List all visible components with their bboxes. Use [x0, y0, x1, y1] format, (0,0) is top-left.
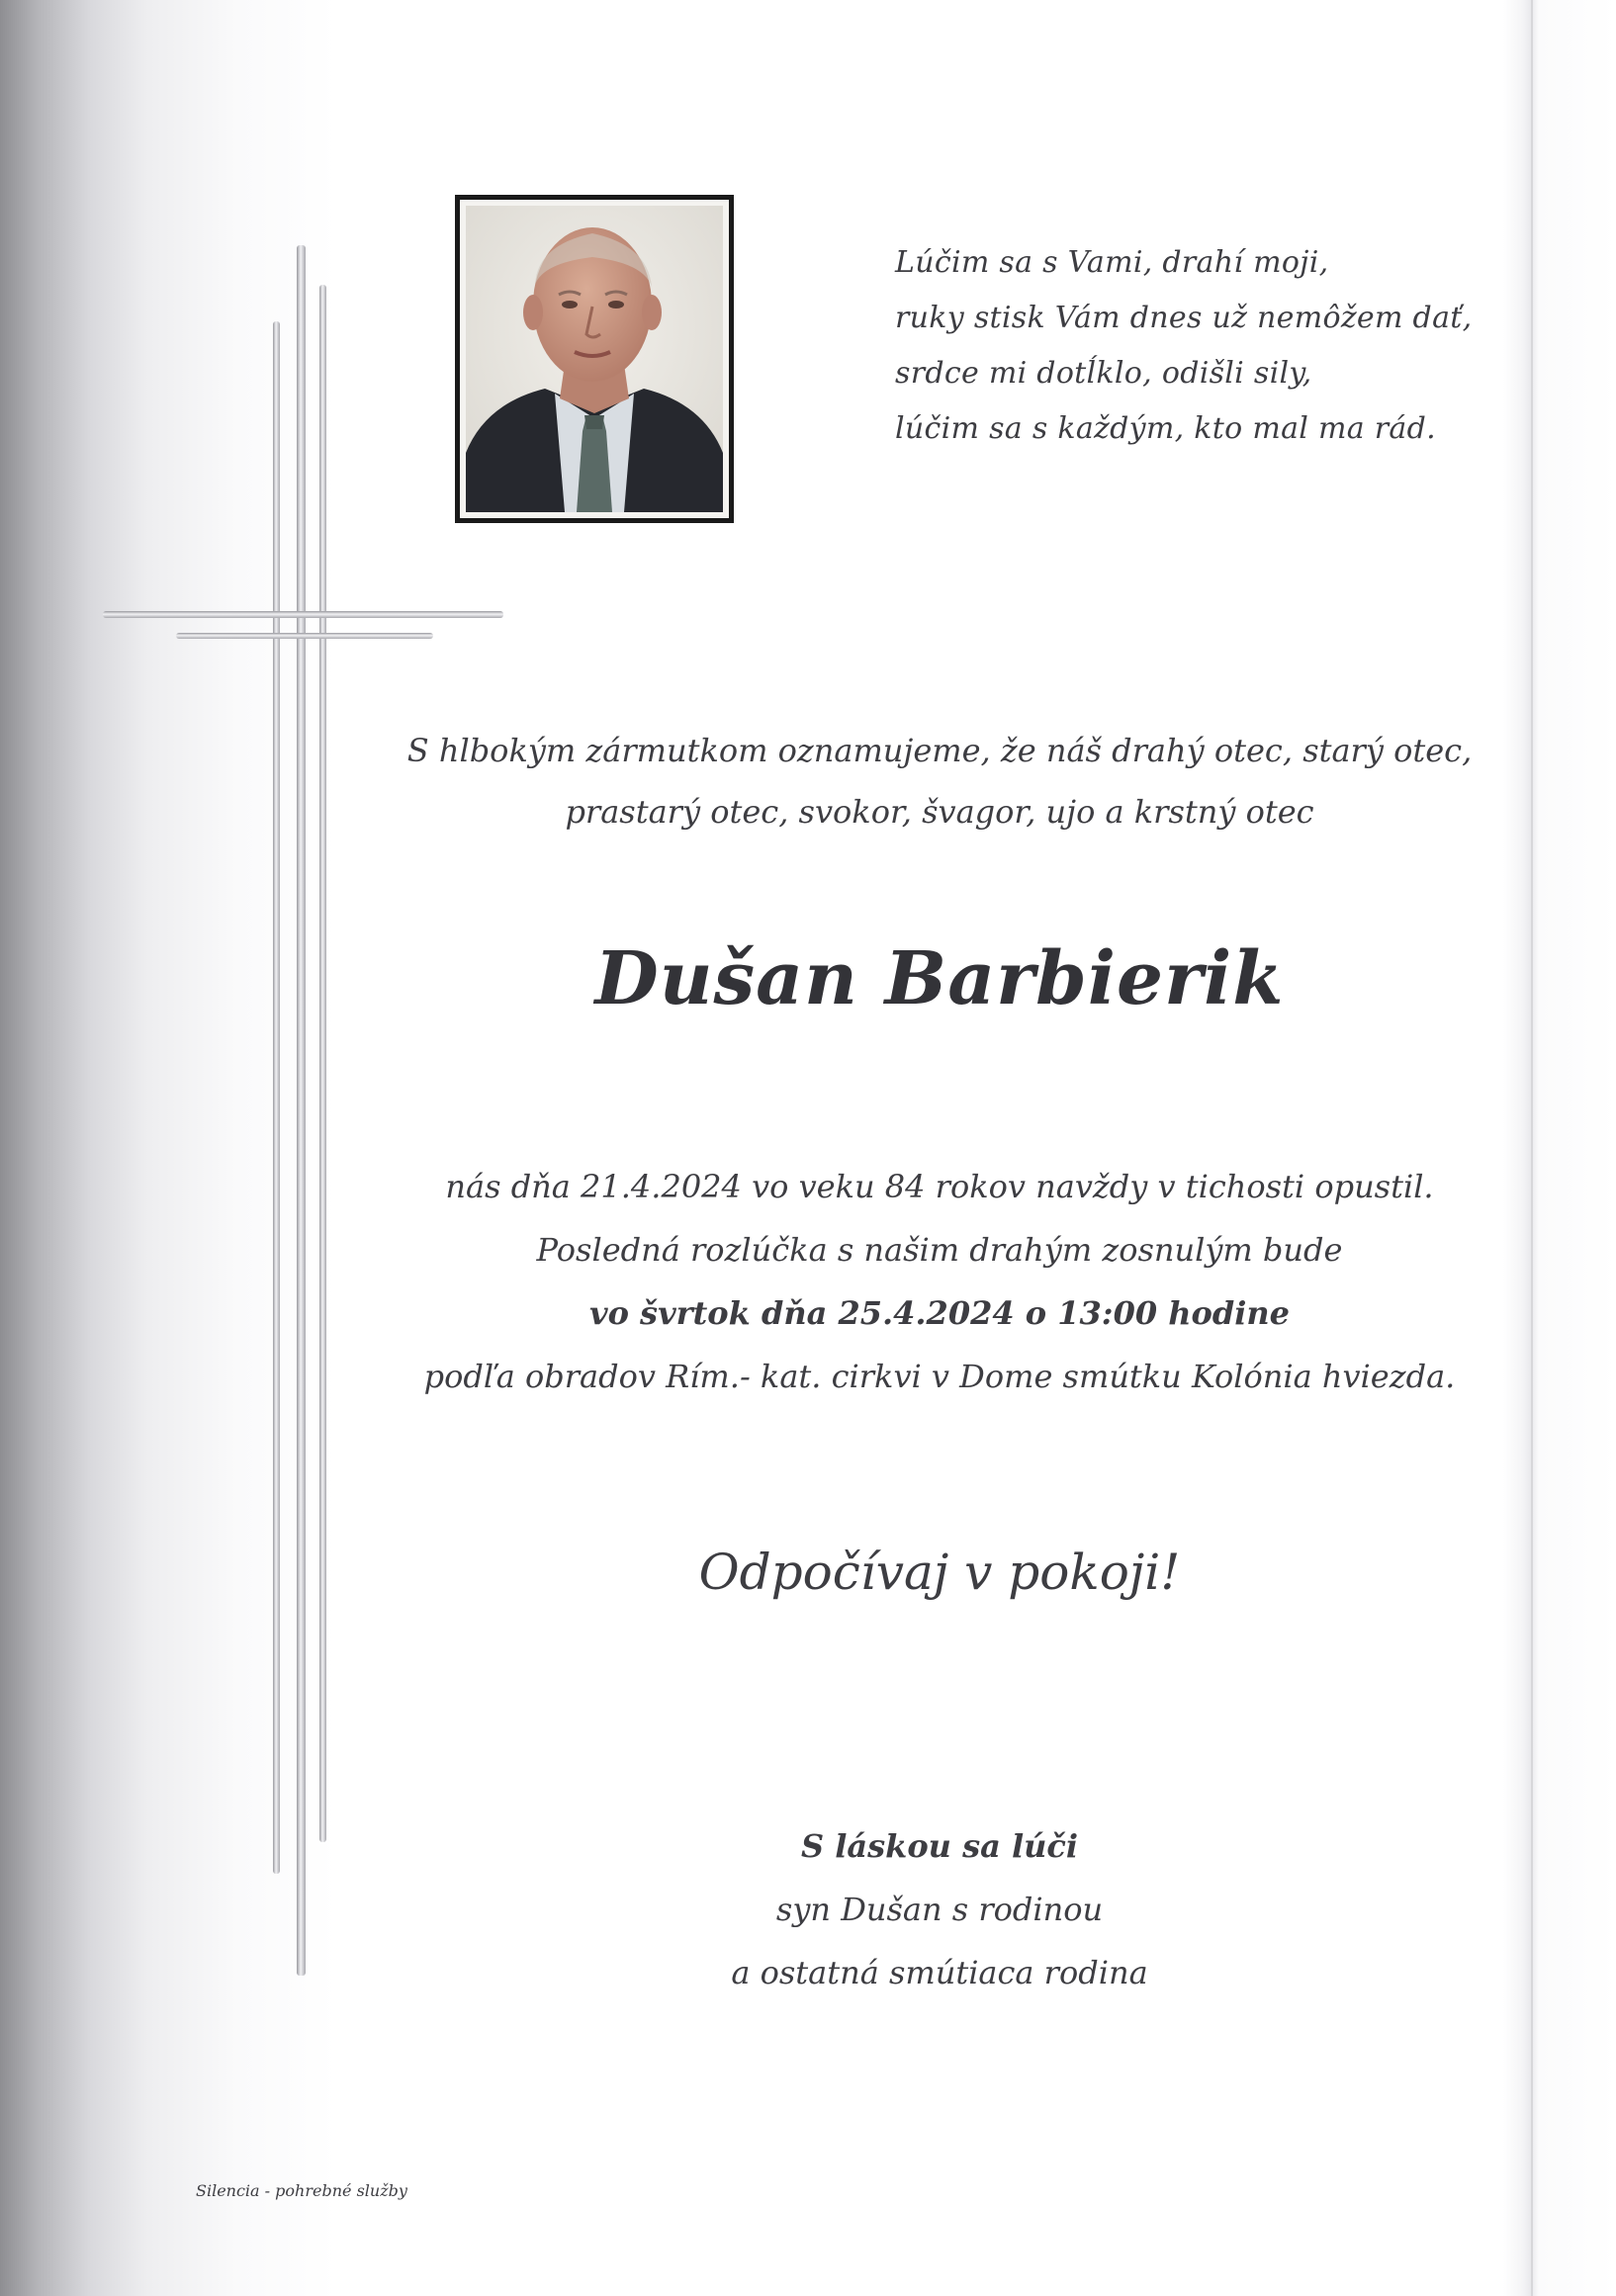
announcement-intro [376, 720, 1503, 842]
funeral-date-line: vo švrtok dňa 25.4.2024 o 13:00 hodine [588, 1294, 1291, 1332]
signoff-line: syn Dušan s rodinou [775, 1891, 1104, 1928]
funeral-service-credit: Silencia - pohrebné služby [196, 2181, 407, 2200]
farewell-verse [895, 235, 1472, 457]
portrait-photo-frame [455, 195, 734, 523]
family-signoff [633, 1814, 1246, 2004]
cross-vertical-bar-main [297, 245, 306, 1976]
farewell-line: Posledná rozlúčka s našim drahým zosnulým bude [536, 1231, 1343, 1269]
funeral-place-line: podľa obradov Rím.- kat. cirkvi v Dome smútku Kolónia hviezda. [423, 1358, 1456, 1395]
death-date-line: nás dňa 21.4.2024 vo veku 84 rokov navždy v tichosti opustil. [445, 1168, 1434, 1205]
paper-edge [1531, 0, 1533, 2296]
cross-horizontal-bar-bottom [176, 633, 433, 639]
cross-vertical-bar-right [319, 285, 326, 1842]
rest-in-peace: Odpočívaj v pokoji! [698, 1544, 1181, 1601]
signoff-line: a ostatná smútiaca rodina [731, 1954, 1148, 1991]
cross-horizontal-bar-top [103, 611, 503, 618]
intro-line: S hlbokým zármutkom oznamujeme, že náš drahý otec, starý otec, [406, 732, 1473, 769]
verse-line: srdce mi dotĺklo, odišli sily, [895, 356, 1312, 391]
cross-vertical-bar-left [273, 321, 280, 1874]
verse-line: lúčim sa s každým, kto mal ma rád. [895, 411, 1436, 446]
signoff-heading: S láskou sa lúči [800, 1827, 1079, 1865]
deceased-name: Dušan Barbierik [594, 936, 1285, 1021]
funeral-details [376, 1155, 1503, 1408]
intro-line: prastarý otec, svokor, švagor, ujo a krstný otec [565, 793, 1314, 831]
verse-line: Lúčim sa s Vami, drahí moji, [895, 245, 1329, 280]
portrait-illustration [466, 206, 723, 512]
verse-line: ruky stisk Vám dnes už nemôžem dať, [895, 301, 1473, 335]
portrait-photo [466, 206, 723, 512]
